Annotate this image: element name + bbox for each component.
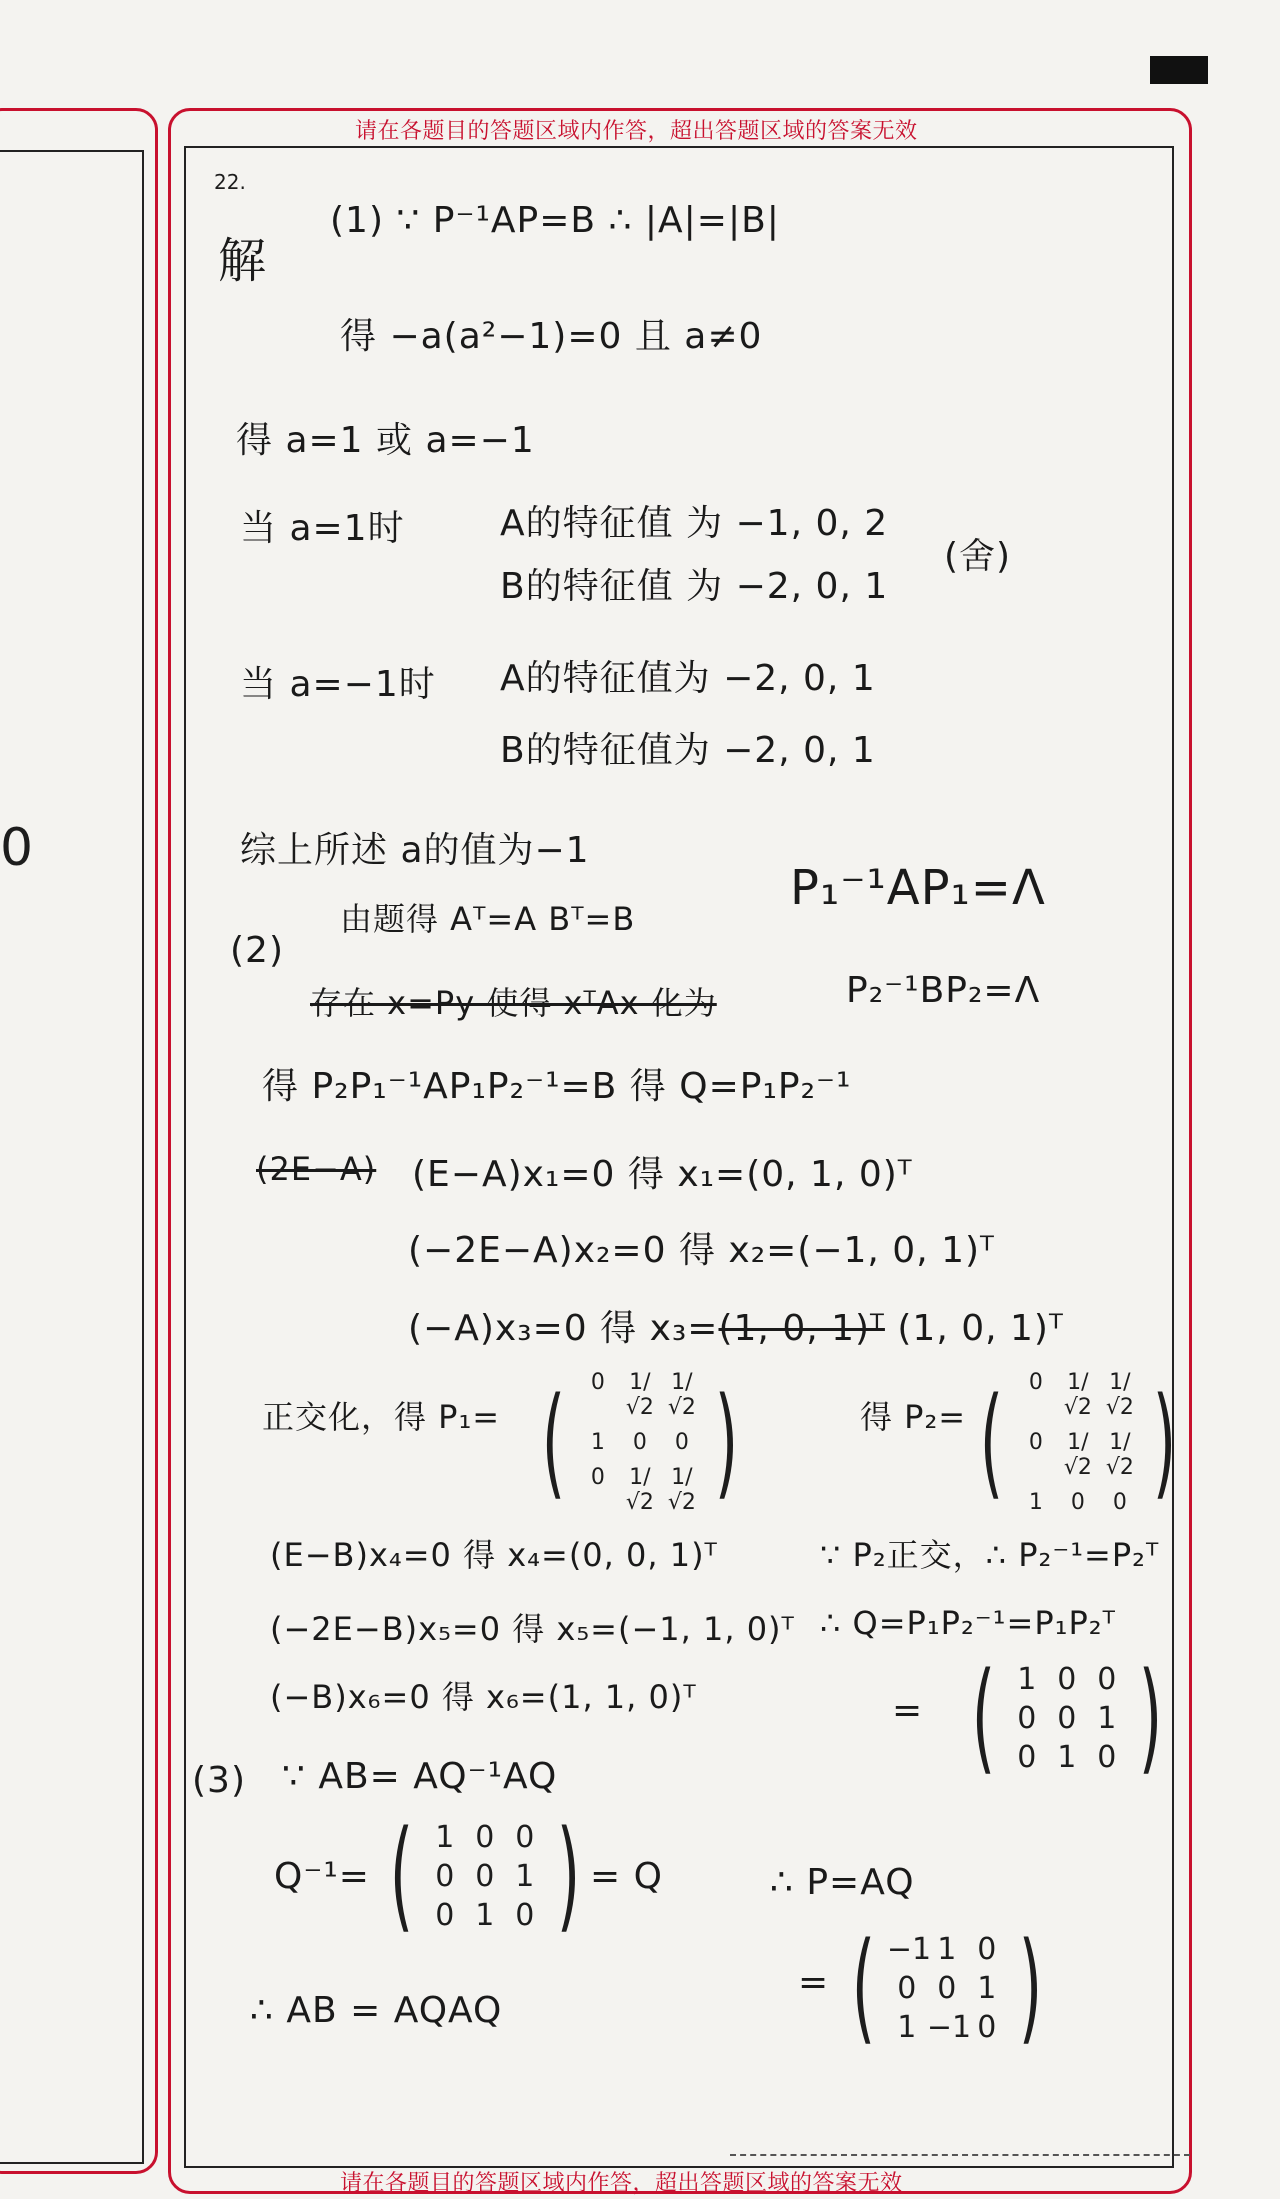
matrix-cell: 1/√2	[1105, 1370, 1134, 1420]
matrix-cell: 0	[1070, 1490, 1085, 1515]
part2-label: (2)	[230, 930, 284, 971]
matrix-cell: 0	[1112, 1490, 1127, 1515]
Qinv-label: Q⁻¹=	[274, 1856, 370, 1897]
matrix-cell: 1	[1057, 1739, 1077, 1775]
eigenvector-3	[408, 1300, 1064, 1351]
matrix-cell: 1	[1097, 1700, 1117, 1736]
P2-label: 得 P₂=	[860, 1398, 967, 1436]
left-paren: (	[851, 1918, 876, 2057]
matrix-cell: 0	[1097, 1661, 1117, 1697]
matrix-cell: 1/√2	[1105, 1430, 1134, 1480]
part2-derivation: 得 P₂P₁⁻¹AP₁P₂⁻¹=B 得 Q=P₁P₂⁻¹	[262, 1066, 852, 1107]
eigenvector-4: (E−B)x₄=0 得 x₄=(0, 0, 1)ᵀ	[270, 1536, 718, 1574]
case1-condition: 当 a=1时	[240, 508, 405, 549]
case1-rejected-note: (舍)	[944, 536, 1012, 577]
eigenvector-3-struck: (1, 0, 1)ᵀ	[718, 1308, 885, 1349]
matrix-cell: 0	[435, 1858, 455, 1894]
case2-B-eigenvalues: B的特征值为 −2, 0, 1	[500, 730, 876, 771]
right-paren: )	[556, 1806, 580, 1945]
matrix-P1	[530, 1370, 750, 1515]
P2-orthogonal: ∵ P₂正交，∴ P₂⁻¹=P₂ᵀ	[820, 1536, 1160, 1574]
case1-B-eigenvalues: B的特征值 为 −2, 0, 1	[500, 566, 889, 607]
matrix-cell: 0	[632, 1430, 647, 1455]
matrix-cell: 1	[515, 1858, 535, 1894]
part1-determinant: 得 −a(a²−1)=0 且 a≠0	[340, 316, 763, 357]
matrix-cell: 0	[590, 1465, 605, 1490]
matrix-cell: 1/√2	[625, 1370, 654, 1420]
orthogonalize-label: 正交化，得 P₁=	[262, 1398, 501, 1436]
matrix-cell: 1/√2	[625, 1465, 654, 1515]
Q-equals: =	[892, 1690, 924, 1731]
matrix-cell: 1	[1017, 1661, 1037, 1697]
right-paren: )	[1018, 1918, 1042, 2057]
matrix-P2-cells	[1015, 1370, 1141, 1515]
matrix-cell: 0	[475, 1858, 495, 1894]
matrix-cell: 0	[1028, 1370, 1043, 1395]
Q-expression: ∴ Q=P₁P₂⁻¹=P₁P₂ᵀ	[820, 1604, 1116, 1642]
matrix-cell: 0	[1057, 1661, 1077, 1697]
matrix-cell: 1	[937, 1931, 957, 1967]
eigenvector-1: (E−A)x₁=0 得 x₁=(0, 1, 0)ᵀ	[412, 1154, 913, 1195]
matrix-P2	[968, 1370, 1188, 1515]
matrix-cell: 0	[515, 1897, 535, 1933]
eigenvector-5: (−2E−B)x₅=0 得 x₅=(−1, 1, 0)ᵀ	[270, 1610, 795, 1648]
eigenvector-6: (−B)x₆=0 得 x₆=(1, 1, 0)ᵀ	[270, 1678, 697, 1716]
matrix-cell: 1	[977, 1970, 997, 2006]
matrix-cell: 0	[590, 1370, 605, 1395]
matrix-cell: 0	[1028, 1430, 1043, 1455]
notice-top: 请在各题目的答题区域内作答，超出答题区域的答案无效	[355, 119, 918, 144]
matrix-cell: 0	[674, 1430, 689, 1455]
question-number: 22.	[214, 170, 246, 194]
left-paren: (	[979, 1372, 1004, 1512]
solution-label: 解	[218, 233, 268, 289]
case1-A-eigenvalues: A的特征值 为 −1, 0, 2	[500, 503, 889, 544]
left-paren: (	[389, 1806, 414, 1945]
left-paren: (	[971, 1648, 996, 1787]
case2-A-eigenvalues: A的特征值为 −2, 0, 1	[500, 658, 876, 699]
matrix-cell: 0	[515, 1819, 535, 1855]
right-paren: )	[714, 1372, 738, 1512]
part1-solve: 得 a=1 或 a=−1	[236, 420, 535, 461]
matrix-cell: 0	[897, 1970, 917, 2006]
part3-label: (3)	[192, 1760, 246, 1801]
matrix-cell: 0	[937, 1970, 957, 2006]
matrix-cell: 1	[897, 2009, 917, 2045]
eigenvector-3-value: (1, 0, 1)ᵀ	[897, 1308, 1064, 1349]
left-paren: (	[541, 1372, 566, 1512]
case2-condition: 当 a=−1时	[240, 664, 436, 705]
matrix-Q-cells	[1007, 1662, 1127, 1775]
eigenvector-3-prefix: (−A)x₃=0 得 x₃=	[408, 1308, 719, 1349]
matrix-cell: 1/√2	[667, 1370, 696, 1420]
matrix-Qinv	[378, 1806, 592, 1945]
matrix-cell: −1	[926, 2009, 972, 2045]
matrix-P-cells	[887, 1932, 1007, 2045]
eigenvector-2: (−2E−A)x₂=0 得 x₂=(−1, 0, 1)ᵀ	[408, 1230, 995, 1271]
left-answer-box	[0, 150, 144, 2164]
part1-given: (1) ∵ P⁻¹AP=B ∴ |A|=|B|	[330, 200, 780, 241]
matrix-cell: 0	[435, 1897, 455, 1933]
left-margin-char: 0	[0, 818, 34, 878]
matrix-Q	[960, 1648, 1174, 1787]
matrix-cell: 1	[590, 1430, 605, 1455]
Qinv-equals-Q: = Q	[590, 1856, 663, 1897]
part2-symmetric: 由题得 Aᵀ=A Bᵀ=B	[340, 900, 636, 938]
part2-struck-text: 存在 x=Py 使得 xᵀAx 化为	[310, 984, 717, 1022]
matrix-cell: 1	[475, 1897, 495, 1933]
part2-diagonalize-A: P₁⁻¹AP₁=Λ	[790, 860, 1046, 916]
matrix-cell: 0	[977, 1931, 997, 1967]
matrix-Qinv-cells	[425, 1820, 545, 1933]
right-paren: )	[1138, 1648, 1162, 1787]
part2-diagonalize-B: P₂⁻¹BP₂=Λ	[846, 970, 1041, 1011]
matrix-P	[840, 1918, 1054, 2057]
matrix-cell: 1/√2	[667, 1465, 696, 1515]
P-expression: ∴ P=AQ	[770, 1862, 915, 1903]
AB-final: ∴ AB = AQAQ	[250, 1990, 503, 2031]
matrix-cell: −1	[886, 1931, 932, 1967]
matrix-cell: 0	[475, 1819, 495, 1855]
dashed-line	[730, 2154, 1190, 2156]
matrix-cell: 0	[977, 2009, 997, 2045]
part3-AB: ∵ AB= AQ⁻¹AQ	[282, 1756, 558, 1797]
P-equals: =	[798, 1962, 830, 2003]
notice-bottom: 请在各题目的答题区域内作答，超出答题区域的答案无效	[340, 2171, 903, 2196]
eigen-struck: (2E−A)	[256, 1150, 377, 1188]
matrix-cell: 1/√2	[1063, 1430, 1092, 1480]
page-marker	[1150, 56, 1208, 84]
part1-conclusion: 综上所述 a的值为−1	[240, 830, 590, 871]
matrix-cell: 0	[1097, 1739, 1117, 1775]
matrix-cell: 0	[1017, 1700, 1037, 1736]
matrix-cell: 1	[1028, 1490, 1043, 1515]
matrix-cell: 0	[1057, 1700, 1077, 1736]
matrix-P1-cells	[577, 1370, 703, 1515]
right-paren: )	[1152, 1372, 1176, 1512]
matrix-cell: 1	[435, 1819, 455, 1855]
matrix-cell: 0	[1017, 1739, 1037, 1775]
matrix-cell: 1/√2	[1063, 1370, 1092, 1420]
